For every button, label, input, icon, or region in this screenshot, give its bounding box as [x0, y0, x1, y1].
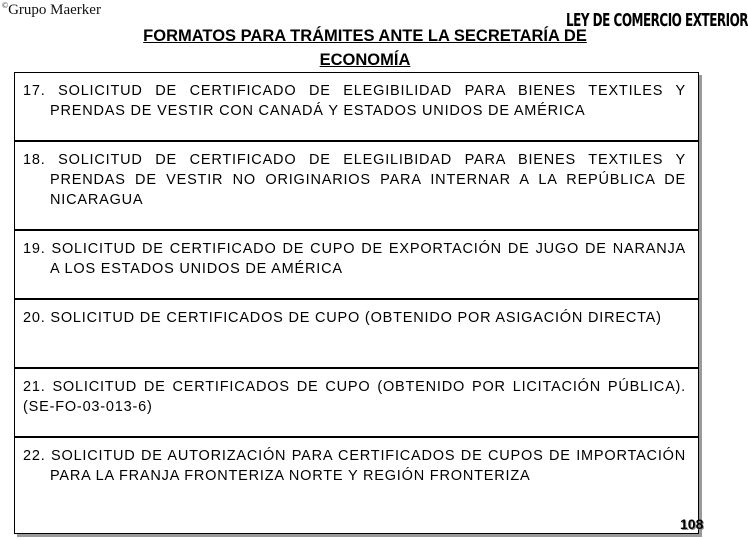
- form-item-text: 21. SOLICITUD DE CERTIFICADOS DE CUPO (OBTENIDO POR LICITACIÓN PÚBLICA). (SE-FO-03-013-6): [23, 379, 686, 415]
- form-item-18: [14, 141, 699, 230]
- form-item-19: [14, 230, 699, 299]
- title-line-2: ECONOMÍA: [319, 51, 411, 69]
- form-item-22: [14, 437, 699, 534]
- form-item-text: 19. SOLICITUD DE CERTIFICADO DE CUPO DE EXPORTACIÓN DE JUGO DE NARANJA A LOS ESTADOS UNIDOS DE AMÉRICA: [23, 241, 686, 277]
- form-item-17: [14, 72, 699, 141]
- form-item-text: 20. SOLICITUD DE CERTIFICADOS DE CUPO (OBTENIDO POR ASIGACIÓN DIRECTA): [23, 310, 662, 326]
- form-item-text: 18. SOLICITUD DE CERTIFICADO DE ELEGILIBIDAD PARA BIENES TEXTILES Y PRENDAS DE VESTIR NO ORIGINARIOS PARA INTERNAR A LA REPÚBLICA DE NICARAGUA: [23, 152, 686, 208]
- form-list: [14, 72, 699, 534]
- form-item-20: [14, 299, 699, 368]
- law-stamp: LEY DE COMERCIO EXTERIOR: [565, 9, 748, 31]
- form-item-text: 22. SOLICITUD DE AUTORIZACIÓN PARA CERTIFICADOS DE CUPOS DE IMPORTACIÓN PARA LA FRANJA FRONTERIZA NORTE Y REGIÓN FRONTERIZA: [23, 448, 686, 484]
- form-item-21: [14, 368, 699, 437]
- title-line-1: FORMATOS PARA TRÁMITES ANTE LA SECRETARÍA DE: [143, 27, 587, 45]
- form-item-text: 17. SOLICITUD DE CERTIFICADO DE ELEGIBILIDAD PARA BIENES TEXTILES Y PRENDAS DE VESTIR CON CANADÁ Y ESTADOS UNIDOS DE AMÉRICA: [23, 83, 686, 119]
- brand-name: Grupo Maerker: [8, 2, 101, 18]
- page-title: [40, 24, 690, 72]
- copyright-mark: ©: [2, 1, 9, 10]
- brand-logo: [2, 1, 101, 19]
- page-number: 108: [680, 516, 704, 532]
